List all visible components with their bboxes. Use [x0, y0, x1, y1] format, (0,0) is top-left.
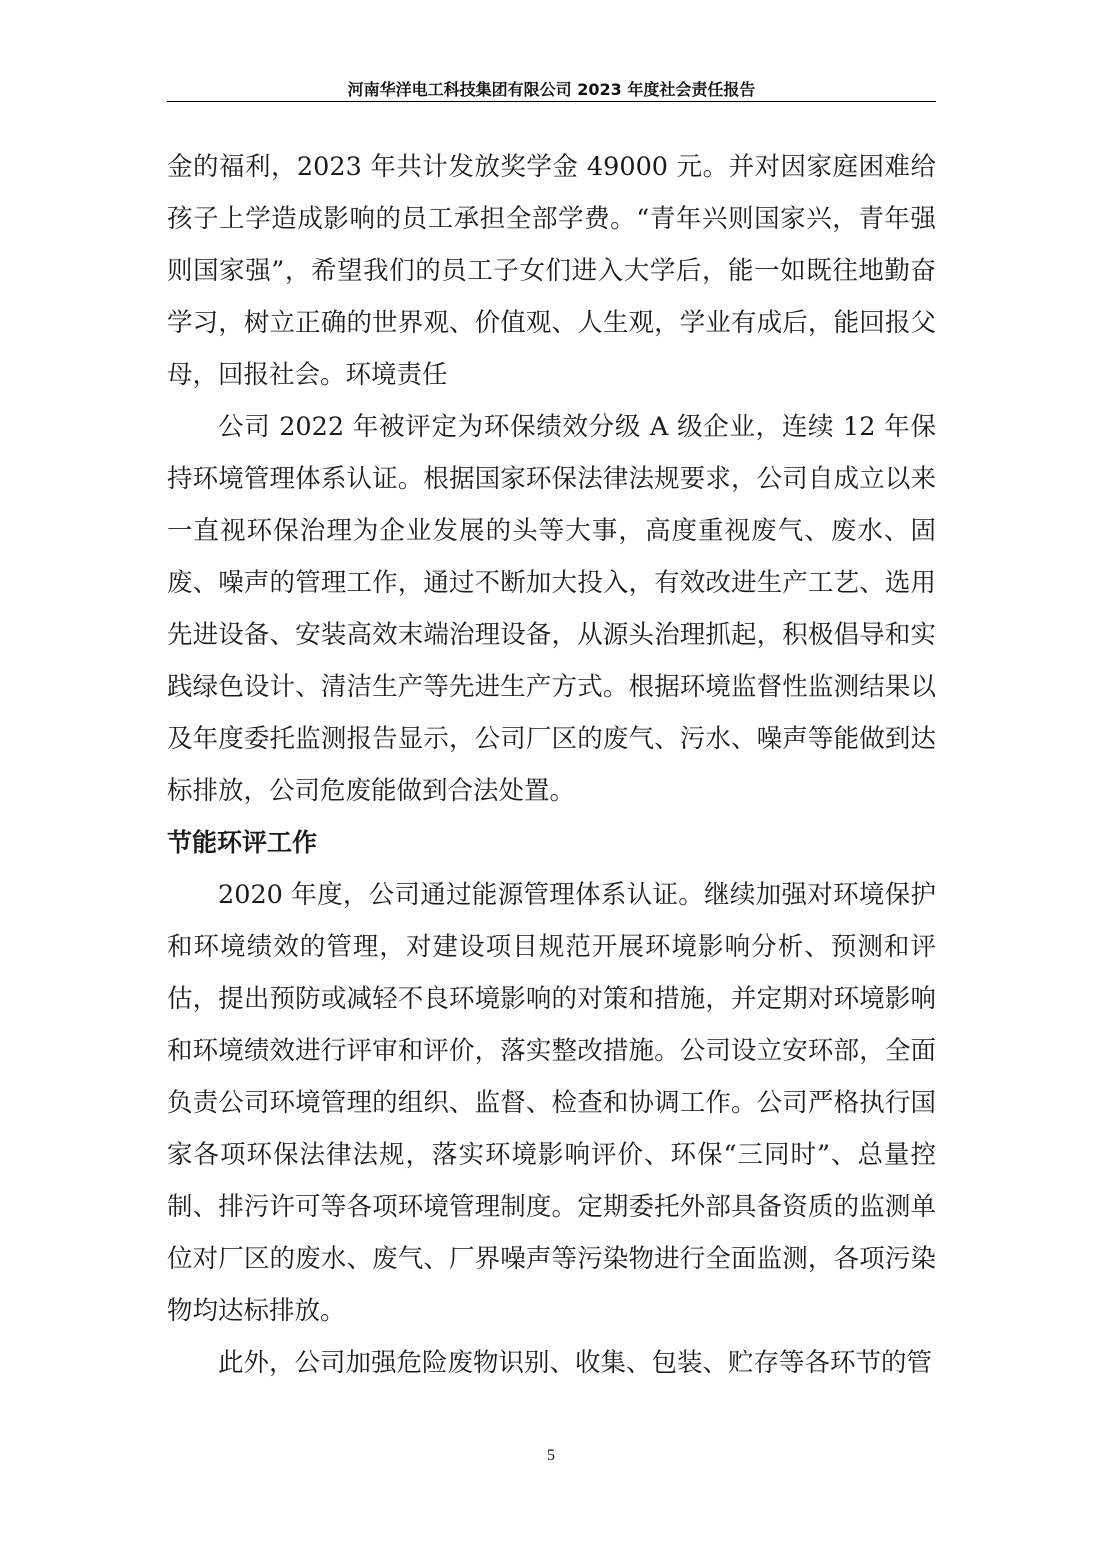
section-title-energy-eia: 节能环评工作: [167, 828, 318, 857]
page-number: 5: [547, 1447, 555, 1464]
report-header: 河南华洋电工科技集团有限公司 2023 年度社会责任报告: [167, 78, 936, 102]
paragraph-hazardous-waste: 此外，公司加强危险废物识别、收集、包装、贮存等各环节的管: [218, 1348, 933, 1378]
paragraph-scholarship: 金的福利，2023 年共计发放奖学金 49000 元。并对因家庭困难给孩子上学造成影响的员工承担全部学费。“青年兴则国家兴，青年强则国家强”，希望我们的员工子女们进入大学后，能一如既往地勤奋学习，树立正确的世界观、价值观、人生观，学业有成后，能回报父母，回报社会。环境责任: [167, 152, 936, 390]
paragraph-energy-management: 2020 年度，公司通过能源管理体系认证。继续加强对环境保护和环境绩效的管理，对建设项目规范开展环境影响分析、预测和评估，提出预防或减轻不良环境影响的对策和措施，并定期对环境影响和环境绩效进行评审和评价，落实整改措施。公司设立安环部，全面负责公司环境管理的组织、监督、检查和协调工作。公司严格执行国家各项环保法律法规，落实环境影响评价、环保“三同时”、总量控制、排污许可等各项环境管理制度。定期委托外部具备资质的监测单位对厂区的废水、废气、厂界噪声等污染物进行全面监测，各项污染物均达标排放。: [167, 880, 936, 1326]
paragraph-environment: 公司 2022 年被评定为环保绩效分级 A 级企业，连续 12 年保持环境管理体系认证。根据国家环保法律法规要求，公司自成立以来一直视环保治理为企业发展的头等大事，高度重视废气、废水、固废、噪声的管理工作，通过不断加大投入，有效改进生产工艺、选用先进设备、安装高效末端治理设备，从源头治理抓起，积极倡导和实践绿色设计、清洁生产等先进生产方式。根据环境监督性监测结果以及年度委托监测报告显示，公司厂区的废气、污水、噪声等能做到达标排放，公司危废能做到合法处置。: [167, 412, 936, 806]
document-body: [167, 141, 936, 1389]
